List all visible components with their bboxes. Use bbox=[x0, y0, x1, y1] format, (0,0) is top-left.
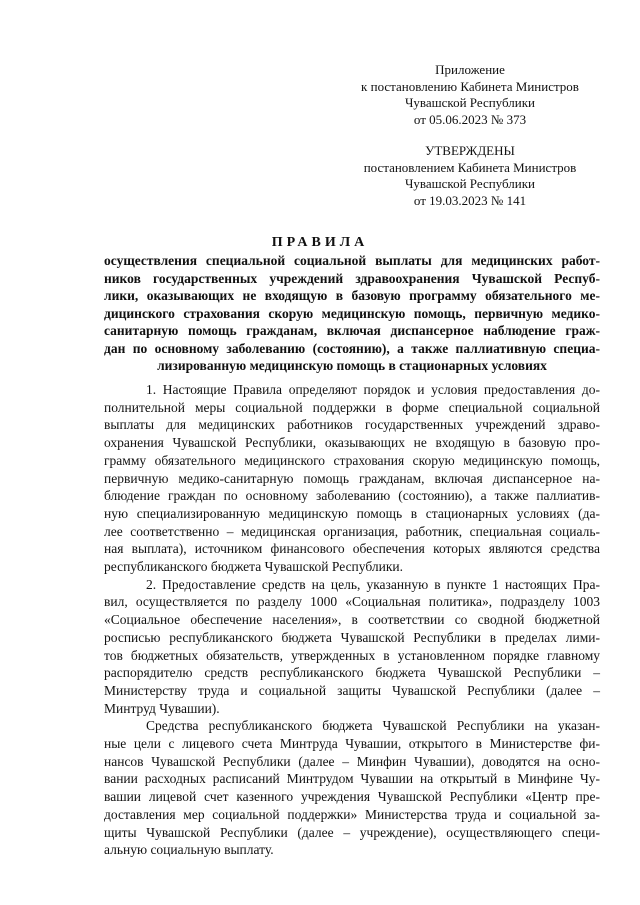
appendix-line: от 05.06.2023 № 373 bbox=[413, 111, 527, 127]
paragraph-line: блюдение граждан по основному заболеванию (состоянию), а также паллиатив- bbox=[104, 488, 600, 504]
paragraph-line: грамму обязательного медицинского страхования скорую медицинскую помощь, bbox=[104, 452, 600, 468]
paragraph-line: полнительной меры социальной поддержки в форме специальной социальной bbox=[104, 399, 600, 415]
paragraph-line: доставления мер социальной поддержки» Министерства труда и социальной за- bbox=[104, 806, 600, 822]
document-subtitle bbox=[104, 252, 600, 375]
approval-line: Чувашской Республики bbox=[404, 176, 536, 191]
subtitle-line: дицинского страхования скорую медицинскую помощь, первичную медико- bbox=[104, 305, 600, 321]
paragraph-line: ная выплата), источником финансового обеспечения которых являются средства bbox=[104, 541, 600, 557]
document-title: ПРАВИЛА bbox=[271, 235, 369, 250]
approval-line: постановлением Кабинета Министров bbox=[363, 159, 577, 175]
approval-line: от 19.03.2023 № 141 bbox=[413, 192, 527, 208]
subtitle-line: осуществления специальной социальной выплаты для медицинских работ- bbox=[104, 253, 600, 268]
subtitle-line: ников государственных учреждений здравоохранения Чувашской Респуб- bbox=[104, 270, 600, 286]
paragraph-line: Средства республиканского бюджета Чувашской Республики на указан- bbox=[146, 718, 600, 734]
paragraph-line: тов бюджетных обязательств, утвержденных в установленном порядке главному bbox=[104, 647, 600, 663]
paragraph-line: «Социальное обеспечение населения», в соответствии со сводной бюджетной bbox=[104, 612, 600, 628]
subtitle-line: лизированную медицинскую помощь в стационарных условиях bbox=[157, 358, 547, 373]
paragraph-line: 2. Предоставление средств на цель, указанную в пункте 1 настоящих Пра- bbox=[146, 576, 600, 592]
paragraph-line: щиты Чувашской Республики (далее – учреждение), осуществляющего специ- bbox=[104, 824, 600, 840]
subtitle-line: санитарную помощь гражданам, включая диспансерное наблюдение граж- bbox=[104, 323, 600, 338]
paragraph-line: Минтруд Чувашии). bbox=[104, 700, 220, 716]
paragraph-line: охранения Чувашской Республики, оказывающих не входящую в базовую про- bbox=[104, 435, 600, 451]
paragraph-line: распорядителю средств республиканского бюджета Чувашской Республики – bbox=[104, 665, 600, 681]
approval-block bbox=[340, 143, 600, 209]
paragraph-line: республиканского бюджета Чувашской Республики. bbox=[104, 559, 404, 575]
paragraph-line: Министерству труда и социальной защиты Чувашской Республики (далее – bbox=[104, 682, 600, 698]
paragraph-line: 1. Настоящие Правила определяют порядок и условия предоставления до- bbox=[146, 382, 600, 397]
appendix-block bbox=[340, 62, 600, 128]
paragraph-line: вании расходных расписаний Минтрудом Чувашии на открытый в Минфине Чу- bbox=[104, 771, 600, 787]
approval-line: УТВЕРЖДЕНЫ bbox=[425, 143, 515, 158]
paragraph-line: вил, осуществляется по разделу 1000 «Социальная политика», подразделу 1003 bbox=[104, 594, 600, 610]
paragraph-line: выплаты для медицинских работников государственных учреждений здраво- bbox=[104, 417, 600, 433]
paragraph-line: лее соответственно – медицинская организация, работник, специальная социаль- bbox=[104, 523, 600, 539]
rules-body bbox=[104, 381, 600, 859]
appendix-line: Приложение bbox=[435, 62, 505, 77]
paragraph-line: нансов Чувашской Республики (далее – Минфин Чувашии), доводятся на осно- bbox=[104, 753, 600, 769]
appendix-line: к постановлению Кабинета Министров bbox=[361, 78, 579, 94]
paragraph-line: вашии лицевой счет казенного учреждения Чувашской Республики «Центр пре- bbox=[104, 789, 600, 805]
appendix-line: Чувашской Республики bbox=[404, 95, 536, 110]
paragraph-line: ные цели с лицевого счета Минтруда Чувашии, открытого в Министерстве фи- bbox=[104, 736, 600, 752]
paragraph-line: росписью республиканского бюджета Чувашской Республики в пределах лими- bbox=[104, 629, 600, 645]
subtitle-line: дан по основному заболеванию (состоянию), а также паллиативную специа- bbox=[104, 340, 600, 356]
paragraph-line: альную социальную выплату. bbox=[104, 842, 274, 858]
paragraph-line: первичную медико-санитарную помощь гражданам, включая диспансерное на- bbox=[104, 470, 600, 486]
paragraph-line: ную специализированную медицинскую помощь в стационарных условиях (да- bbox=[104, 505, 600, 521]
subtitle-line: лики, оказывающих не входящую в базовую программу обязательного ме- bbox=[104, 288, 600, 303]
